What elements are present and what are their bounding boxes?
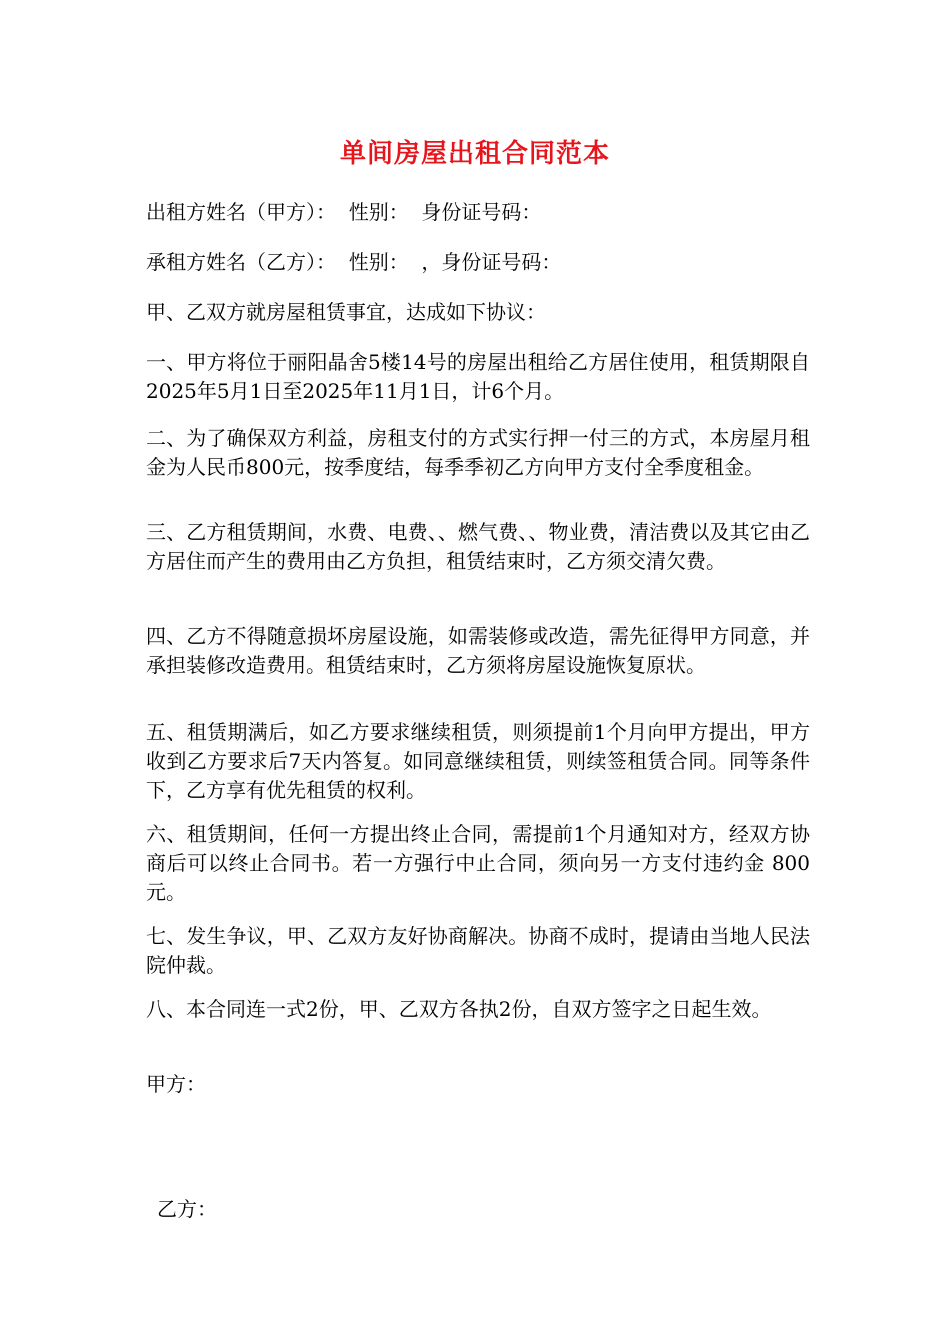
party-a-info: 出租方姓名（甲方）： 性别： 身份证号码： [146,200,542,224]
clause-6: 六、租赁期间，任何一方提出终止合同，需提前1个月通知对方，经双方协商后可以终止合同书。若一方强行中止合同，须向另一方支付违约金 800元。 [146,822,810,904]
clause-7: 七、发生争议，甲、乙双方友好协商解决。协商不成时，提请由当地人民法院仲裁。 [146,924,810,977]
clause-4: 四、乙方不得随意损坏房屋设施，如需装修或改造，需先征得甲方同意，并承担装修改造费用。租赁结束时，乙方须将房屋设施恢复原状。 [146,624,810,677]
clause-3: 三、乙方租赁期间，水费、电费、、燃气费、、物业费，清洁费以及其它由乙方居住而产生的费用由乙方负担，租赁结束时，乙方须交清欠费。 [146,520,810,573]
party-b-info: 承租方姓名（乙方）： 性别： ，身份证号码： [146,250,562,274]
signature-party-b: 乙方： [157,1197,217,1221]
clause-8: 八、本合同连一式2份，甲、乙双方各执2份，自双方签字之日起生效。 [146,997,772,1021]
clause-1: 一、甲方将位于丽阳晶舍5楼14号的房屋出租给乙方居住使用，租赁期限自2025年5月1日至2025年11月1日，计6个月。 [146,350,810,403]
clause-2: 二、为了确保双方利益，房租支付的方式实行押一付三的方式，本房屋月租金为人民币800元，按季度结，每季季初乙方向甲方支付全季度租金。 [146,426,810,479]
agreement-intro: 甲、乙双方就房屋租赁事宜，达成如下协议： [146,300,546,324]
signature-party-a: 甲方： [146,1072,206,1096]
document-title: 单间房屋出租合同范本 [339,139,610,169]
clause-5: 五、租赁期满后，如乙方要求继续租赁，则须提前1个月向甲方提出，甲方收到乙方要求后7天内答复。如同意继续租赁，则续签租赁合同。同等条件下，乙方享有优先租赁的权利。 [146,720,810,802]
